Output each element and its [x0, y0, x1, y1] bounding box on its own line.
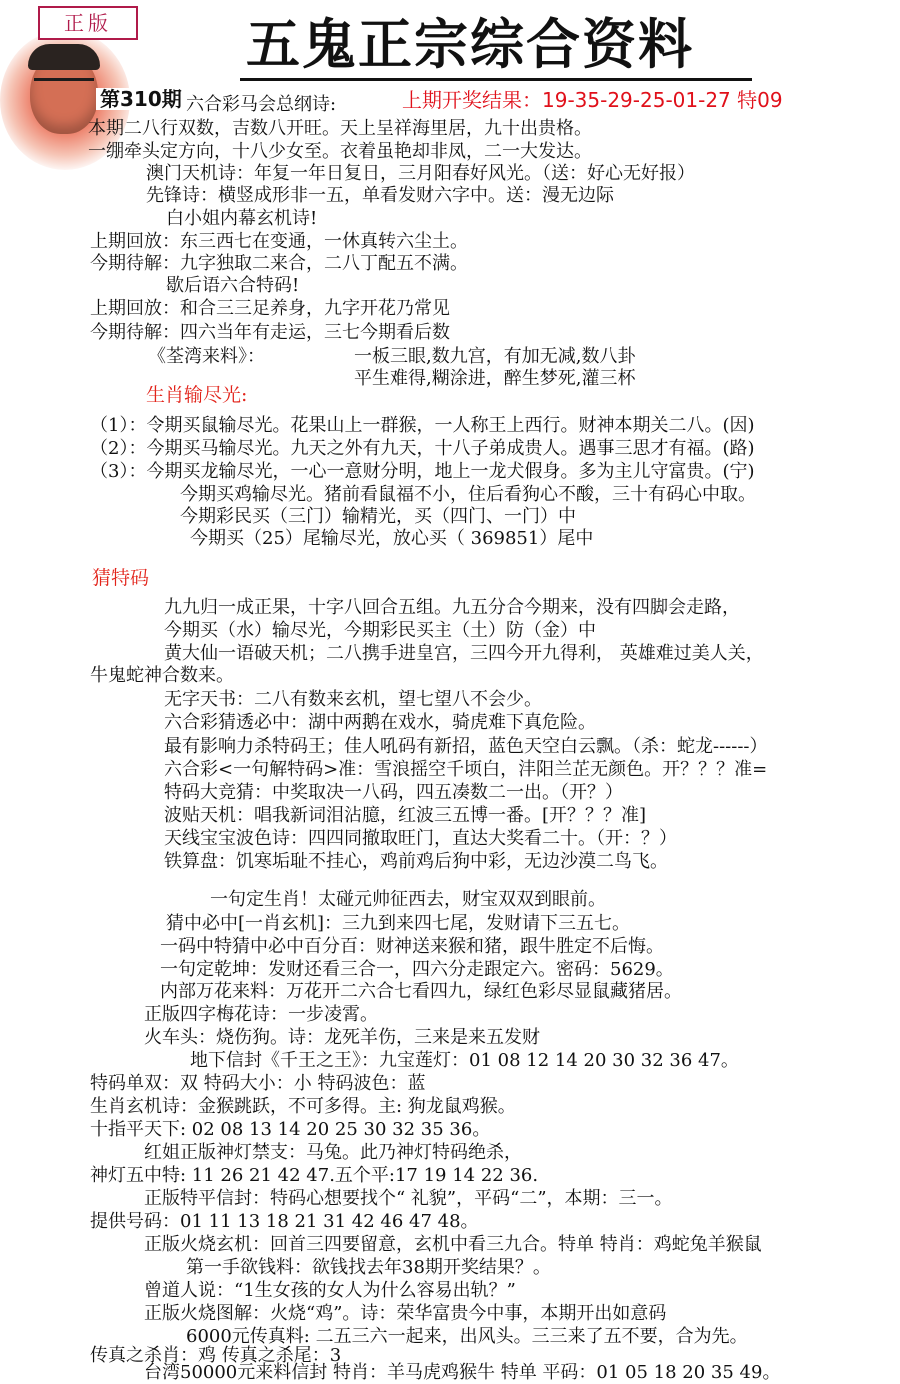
- text-line: 澳门天机诗：年复一年日复日，三月阳春好风光。（送：好心无好报）: [146, 163, 695, 184]
- text-line: （3）：今期买龙输尽光，一心一意财分明，地上一龙犬假身。多为主儿守富贵。(宁): [90, 461, 755, 482]
- text-line: 正版火烧玄机：回首三四要留意，玄机中看三九合。特单 特肖：鸡蛇兔羊猴鼠: [144, 1234, 762, 1255]
- text-line: 一绷牵头定方向，十八少女至。衣着虽艳却非凤，二一大发达。: [88, 141, 592, 162]
- text-line: 铁算盘：饥寒垢耻不挂心，鸡前鸡后狗中彩，无边沙漠二鸟飞。: [164, 851, 668, 872]
- text-line: 上期回放：东三西七在变通，一休真转六尘土。: [90, 231, 468, 252]
- text-line: 白小姐内幕玄机诗!: [166, 208, 318, 229]
- text-line: 红姐正版神灯禁支：马兔。此乃神灯特码绝杀，: [144, 1142, 522, 1163]
- text-line: 提供号码：01 11 13 18 21 31 42 46 47 48。: [90, 1211, 479, 1232]
- text-line: 今期买（25）尾输尽光，放心买（ 369851）尾中: [190, 528, 594, 549]
- text-line: 牛鬼蛇神合数来。: [90, 665, 234, 686]
- title-underline: [240, 78, 752, 81]
- text-line: 火车头：烧伤狗。诗：龙死羊伤，三来是来五发财: [144, 1027, 540, 1048]
- page-title: 五鬼正宗综合资料: [246, 12, 694, 76]
- text-line: 曾道人说：“1生女孩的女人为什么容易出轨？”: [144, 1280, 516, 1301]
- text-line: 歇后语六合特码!: [166, 275, 300, 296]
- text-line: 一句定生肖！太碰元帅征西去，财宝双双到眼前。: [210, 889, 606, 910]
- text-line: （2）：今期买马输尽光。九天之外有九天，十八子弟成贵人。遇事三思才有福。(路): [90, 438, 755, 459]
- issue-number: 第310期: [96, 88, 186, 110]
- section-heading-guess: 猜特码: [92, 567, 150, 589]
- text-line: 传真之杀肖：鸡 传真之杀尾：3: [90, 1345, 342, 1366]
- text-line: 十指平天下: 02 08 13 14 20 25 30 32 35 36。: [90, 1119, 491, 1140]
- text-line: 今期待解：四六当年有走运，三七今期看后数: [90, 322, 450, 343]
- text-line: （1）：令期买鼠输尽光。花果山上一群猴，一人称王上西行。财神本期关二八。(因): [90, 415, 755, 436]
- text-line: 一码中特猜中必中百分百：财神送来猴和猪，跟牛胜定不后悔。: [160, 936, 664, 957]
- last-draw-result: 上期开奖结果：19-35-29-25-01-27 特09: [402, 88, 783, 112]
- text-line: 六合彩马会总纲诗:: [186, 94, 337, 115]
- text-line: 平生难得,糊涂进，醉生梦死,灌三杯: [354, 368, 636, 389]
- text-line: 一句定乾坤：发财还看三合一，四六分走跟定六。密码：5629。: [160, 959, 674, 980]
- text-line: 《荃湾来料》：: [148, 346, 265, 367]
- text-line: 黄大仙一语破天机；二八携手进皇宫，三四今开九得利， 英雄难过美人关，: [164, 643, 764, 664]
- text-line: 一板三眼,数九宫，有加无减,数八卦: [354, 346, 636, 367]
- text-line: 神灯五中特: 11 26 21 42 47.五个平:17 19 14 22 36.: [90, 1165, 539, 1186]
- text-line: 猜中必中[一肖玄机]：三九到来四七尾，发财请下三五七。: [166, 913, 631, 934]
- text-line: 波贴天机：唱我新词泪沾臆，红波三五博一番。[开？？？准]: [164, 805, 647, 826]
- hair-shape: [28, 44, 100, 70]
- text-line: 无字天书：二八有数来玄机，望七望八不会少。: [164, 689, 542, 710]
- text-line: 6000元传真料: 二五三六一起来，出风头。三三来了五不要，合为先。: [186, 1326, 748, 1347]
- text-line: 特码单双：双 特码大小：小 特码波色：蓝: [90, 1073, 426, 1094]
- text-line: 本期二八行双数，吉数八开旺。天上呈祥海里居，九十出贵格。: [88, 118, 592, 139]
- text-line: 先锋诗：横竖成形非一五，单看发财六字中。送：漫无边际: [146, 185, 614, 206]
- text-line: 台湾50000元来料信封 特肖：羊马虎鸡猴牛 特单 平码：01 05 18 20 35 49。: [144, 1362, 781, 1383]
- text-line: 特码大竞猜：中奖取决一八码，四五凑数二一出。（开？）: [164, 782, 623, 803]
- text-line: 九九归一成正果，十字八回合五组。九五分合今期来，没有四脚会走路，: [164, 597, 740, 618]
- text-line: 今期买鸡输尽光。猪前看鼠福不小，住后看狗心不酸，三十有码心中取。: [180, 484, 756, 505]
- text-line: 地下信封《千王之王》：九宝莲灯：01 08 12 14 20 30 32 36 47。: [190, 1050, 739, 1071]
- text-line: 内部万花来料：万花开二六合七看四九，绿红色彩尽显鼠藏猪居。: [160, 981, 682, 1002]
- text-line: 今期彩民买（三门）输精光，买（四门、一门）中: [180, 506, 576, 527]
- text-line: 最有影响力杀特码王；佳人吼码有新招，蓝色天空白云飘。（杀：蛇龙------）: [164, 736, 768, 757]
- text-line: 天线宝宝波色诗：四四同撤取旺门，直达大奖看二十。（开：？）: [164, 828, 677, 849]
- glasses-shape: [34, 78, 94, 95]
- text-line: 今期买（水）输尽光，今期彩民买主（土）防（金）中: [164, 620, 596, 641]
- text-line: 第一手欲钱料：欲钱找去年38期开奖结果？。: [186, 1257, 551, 1278]
- text-line: 今期待解：九字独取二来合，二八丁配五不满。: [90, 253, 468, 274]
- text-line: 正版特平信封：特码心想要找个“ 礼貌”，平码“二”，本期：三一。: [144, 1188, 673, 1209]
- text-line: 正版火烧图解：火烧“鸡”。诗：荣华富贵今中事，本期开出如意码: [144, 1303, 667, 1324]
- text-line: 正版四字梅花诗：一步凌霄。: [144, 1004, 378, 1025]
- text-line: 六合彩猜透必中：湖中两鹅在戏水，骑虎难下真危险。: [164, 712, 596, 733]
- genuine-badge: 正版: [38, 6, 138, 40]
- text-line: 生肖玄机诗：金猴跳跃，不可多得。主: 狗龙鼠鸡猴。: [90, 1096, 516, 1117]
- text-line: 上期回放：和合三三足养身，九字开花乃常见: [90, 298, 450, 319]
- section-heading-zodiac: 生肖输尽光:: [146, 384, 248, 406]
- text-line: 六合彩<一句解特码>准：雪浪摇空千顷白，沣阳兰芷无颜色。开？？？准=: [164, 759, 768, 780]
